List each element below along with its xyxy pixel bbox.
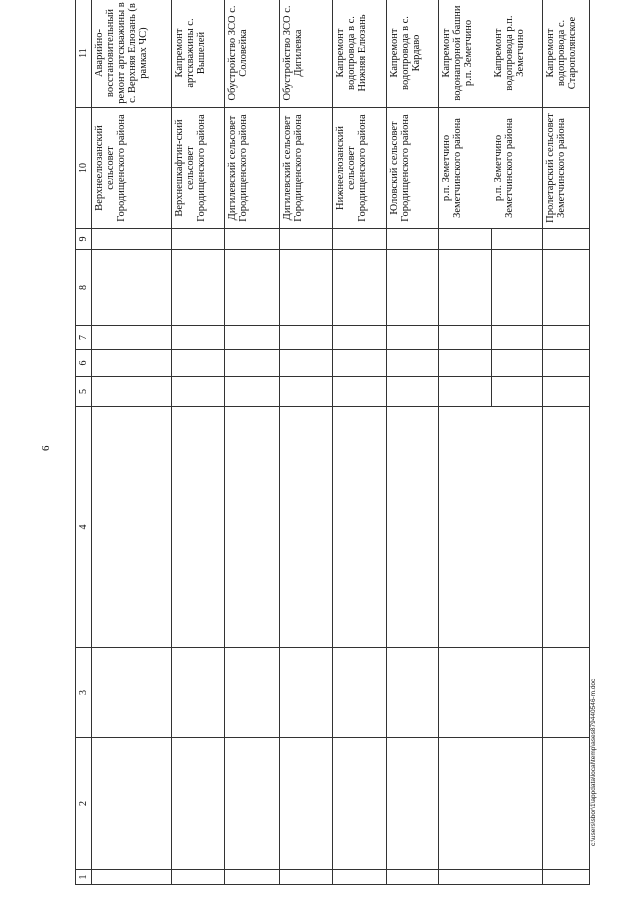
table-row <box>225 0 280 885</box>
table-cell <box>280 326 333 350</box>
file-path-footer: c:\users\sbor\1\appdata\local\temp\ases879440546-m.doc <box>590 678 597 846</box>
table-cell <box>280 229 333 250</box>
table-cell <box>92 738 172 870</box>
table-cell <box>172 326 225 350</box>
page-number: 6 <box>40 445 52 451</box>
municipality-cell: Пролетарский сельсовет Земетчинского района <box>543 108 590 229</box>
table-cell <box>333 250 387 326</box>
table-cell <box>387 350 439 377</box>
table-cell <box>439 229 543 250</box>
table-cell <box>543 870 590 885</box>
table-cell <box>92 250 172 326</box>
column-number: 5 <box>76 377 92 407</box>
row-divider <box>491 326 492 349</box>
municipality-cell: Верхнешкафтин-ский сельсовет Городищенского района <box>172 108 225 229</box>
table-cell <box>543 377 590 407</box>
table-row <box>92 0 172 885</box>
table-cell <box>387 738 439 870</box>
table-cell <box>439 250 543 326</box>
table-cell <box>439 326 543 350</box>
column-number: 10 <box>76 108 92 229</box>
table-cell <box>543 250 590 326</box>
work-description-cell <box>439 0 543 108</box>
column-number-row <box>76 0 92 885</box>
column-number: 7 <box>76 326 92 350</box>
work-description-cell: Капремонт артскважины с. Вышелей <box>172 0 225 108</box>
table-cell <box>280 377 333 407</box>
table-cell <box>225 738 280 870</box>
table-cell <box>280 870 333 885</box>
municipality-cell: Нижнеелюзанский сельсовет Городищенского района <box>333 108 387 229</box>
work-description-cell: Обустройство ЗСО с. Дигилевка <box>280 0 333 108</box>
table-cell <box>439 648 543 738</box>
work-description-text: Капремонт водонапорной башни р.п. Земетчино <box>441 5 474 101</box>
table-cell <box>225 326 280 350</box>
table-cell <box>333 870 387 885</box>
table-cell <box>387 326 439 350</box>
table-row <box>333 0 387 885</box>
table-cell <box>439 407 543 648</box>
row-divider <box>491 250 492 325</box>
table-row <box>172 0 225 885</box>
table-cell <box>387 377 439 407</box>
table-cell <box>543 229 590 250</box>
table-cell <box>439 350 543 377</box>
table-cell <box>225 350 280 377</box>
table-row <box>387 0 439 885</box>
table-cell <box>387 229 439 250</box>
table-cell <box>225 377 280 407</box>
municipality-text: р.п. Земетчино Земетчинского района <box>441 118 463 218</box>
table-cell <box>92 326 172 350</box>
table-cell <box>172 738 225 870</box>
table-cell <box>439 870 543 885</box>
budget-table <box>75 0 590 885</box>
table-cell <box>543 648 590 738</box>
table-cell <box>333 377 387 407</box>
table-cell <box>387 648 439 738</box>
municipality-cell <box>439 108 543 229</box>
table-cell <box>225 648 280 738</box>
municipality-cell: Юловский сельсовет Городищенского района <box>387 108 439 229</box>
table-cell <box>172 648 225 738</box>
table-cell <box>333 407 387 648</box>
column-number: 11 <box>76 0 92 108</box>
table-cell <box>172 407 225 648</box>
table-cell <box>280 350 333 377</box>
table-cell <box>543 326 590 350</box>
table-cell <box>280 738 333 870</box>
table-row <box>439 0 543 885</box>
table-cell <box>92 870 172 885</box>
rotated-sheet <box>75 2 590 885</box>
table-cell <box>92 648 172 738</box>
row-divider <box>491 377 492 406</box>
table-cell <box>543 407 590 648</box>
table-cell <box>333 326 387 350</box>
table-cell <box>92 229 172 250</box>
table-cell <box>280 250 333 326</box>
column-number: 3 <box>76 648 92 738</box>
work-description-cell: Капремонт водопровода в с. Нижняя Елюзань <box>333 0 387 108</box>
work-description-cell: Обустройство ЗСО с. Соловейка <box>225 0 280 108</box>
municipality-cell: Дигилевский сельсовет Городищенского района <box>225 108 280 229</box>
table-cell <box>439 377 543 407</box>
column-number: 1 <box>76 870 92 885</box>
table-cell <box>172 870 225 885</box>
table-cell <box>172 350 225 377</box>
work-description-cell: Капремонт водопровода с. Старополянское <box>543 0 590 108</box>
column-number: 2 <box>76 738 92 870</box>
municipality-text: р.п. Земетчино Земетчинского района <box>493 118 515 218</box>
work-description-cell: Аварийно-восстановительный ремонт артскважины в с. Верхняя Елюзань (в рамках ЧС) <box>92 0 172 108</box>
table-cell <box>387 407 439 648</box>
table-cell <box>172 250 225 326</box>
work-description-cell: Капремонт водопровода в с. Кардаво <box>387 0 439 108</box>
table-cell <box>333 229 387 250</box>
row-divider <box>491 229 492 249</box>
table-cell <box>92 377 172 407</box>
table-cell <box>280 648 333 738</box>
row-divider <box>491 350 492 376</box>
table-cell <box>387 250 439 326</box>
column-number: 9 <box>76 229 92 250</box>
table-cell <box>333 738 387 870</box>
table-cell <box>92 407 172 648</box>
table-cell <box>280 407 333 648</box>
table-cell <box>543 350 590 377</box>
table-row <box>543 0 590 885</box>
table-cell <box>387 870 439 885</box>
municipality-cell: Верхнеелюзанский сельсовет Городищенского района <box>92 108 172 229</box>
municipality-cell: Дигилевский сельсовет Городищенского района <box>280 108 333 229</box>
table-cell <box>92 350 172 377</box>
column-number: 6 <box>76 350 92 377</box>
table-cell <box>172 229 225 250</box>
column-number: 8 <box>76 250 92 326</box>
column-number: 4 <box>76 407 92 648</box>
table-cell <box>225 229 280 250</box>
table-cell <box>225 407 280 648</box>
table-cell <box>439 738 543 870</box>
table-row <box>280 0 333 885</box>
table-cell <box>225 870 280 885</box>
work-description-text: Капремонт водопровода р.п. Земетчино <box>493 15 526 91</box>
table-cell <box>333 648 387 738</box>
table-cell <box>543 738 590 870</box>
table-cell <box>225 250 280 326</box>
table-cell <box>172 377 225 407</box>
table-cell <box>333 350 387 377</box>
